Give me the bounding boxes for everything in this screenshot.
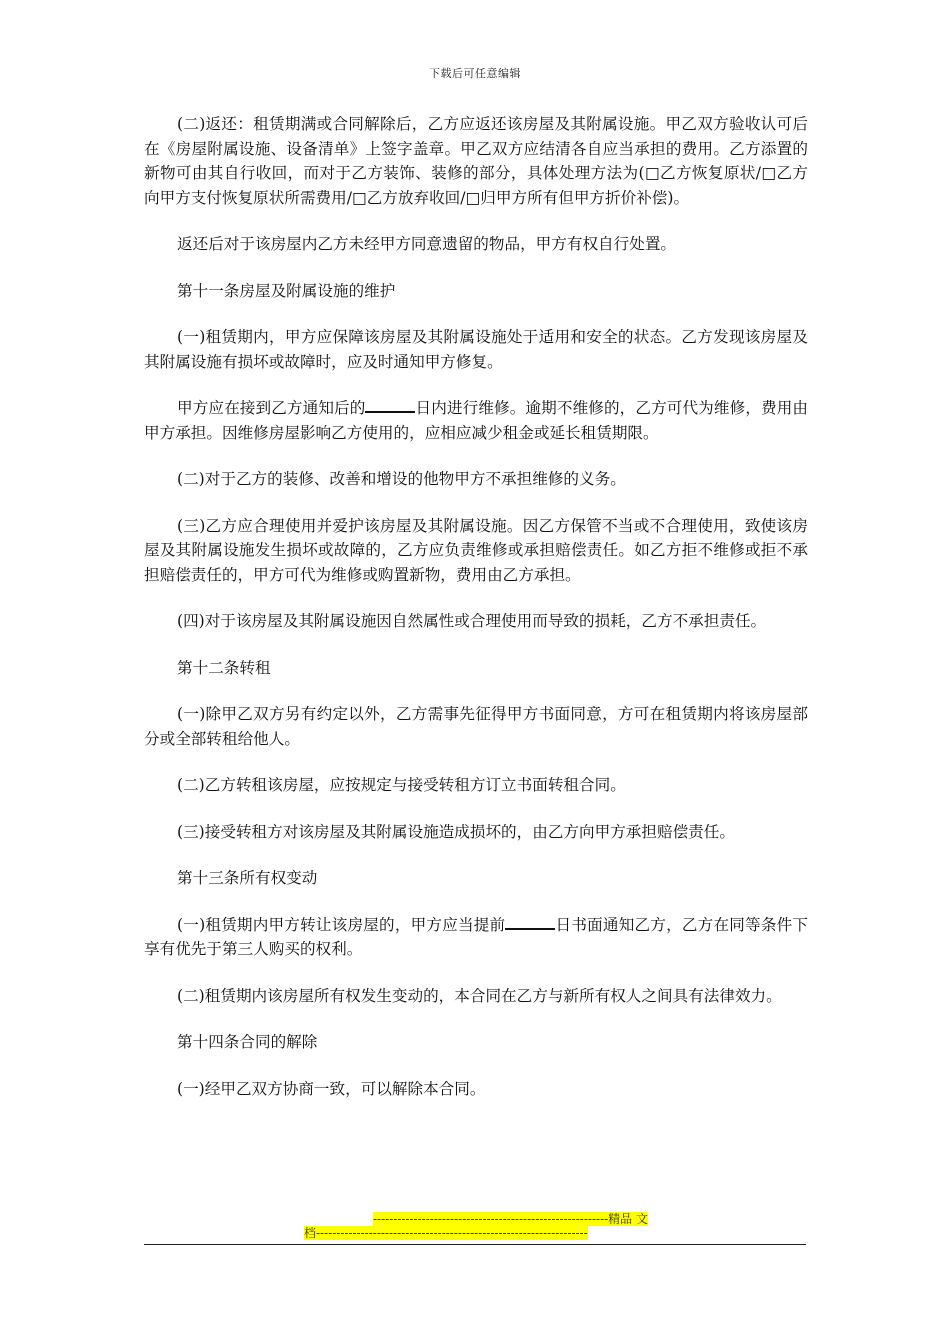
repair-deadline-text-b: 日内进行维修。逾期不维修的，乙方可代为维修，费用由甲方承担。因维修房屋影响乙方使用的，应相应减少租金或延长租赁期限。 bbox=[144, 399, 808, 442]
repair-deadline-text-a: 甲方应在接到乙方通知后的 bbox=[177, 399, 366, 417]
paragraph-return: (二)返还：租赁期满或合同解除后，乙方应返还该房屋及其附属设施。甲乙双方验收认可后在《房屋附属设施、设备清单》上签字盖章。甲乙双方应结清各自应当承担的费用。乙方添置的新物可由其自行收回，而对于乙方装饰、装修的部分，具体处理方法为(□乙方恢复原状/□乙方向甲方支付恢复原状所需费用/□乙方放弃收回/□归甲方所有但甲方折价补偿)。 bbox=[144, 115, 808, 207]
article-12-heading: 第十二条转租 bbox=[177, 658, 271, 677]
ownership-text-a: (一)租赁期内甲方转让该房屋的，甲方应当提前 bbox=[177, 915, 506, 934]
paragraph-ownership-2: (二)租赁期内该房屋所有权发生变动的，本合同在乙方与新所有权人之间具有法律效力。 bbox=[177, 986, 782, 1005]
paragraph-maintenance-1: (一)租赁期内，甲方应保障该房屋及其附属设施处于适用和安全的状态。乙方发现该房屋及其附属设施有损坏或故障时，应及时通知甲方修复。 bbox=[144, 328, 808, 371]
footer-divider bbox=[144, 1244, 806, 1245]
paragraph-leftover-items: 返还后对于该房屋内乙方未经甲方同意遗留的物品，甲方有权自行处置。 bbox=[177, 235, 677, 253]
paragraph-sublease-3: (三)接受转租方对该房屋及其附属设施造成损坏的，由乙方向甲方承担赔偿责任。 bbox=[177, 822, 735, 841]
paragraph-termination-1: (一)经甲乙双方协商一致，可以解除本合同。 bbox=[177, 1079, 486, 1098]
paragraph-ownership-notice bbox=[144, 913, 808, 962]
footer-line-1: ----------------------------------------------------------精品 文 bbox=[373, 1212, 648, 1226]
paragraph-repair-deadline bbox=[144, 396, 808, 445]
blank-notice-days bbox=[505, 914, 555, 930]
footer-line-2: 档------------------------------------------------------------------- bbox=[304, 1226, 588, 1240]
blank-repair-days bbox=[365, 397, 415, 413]
ownership-text-b: 日书面通知乙方，乙方在同等条件下享有优先于第三人购买的权利。 bbox=[144, 915, 808, 958]
paragraph-maintenance-4: (四)对于该房屋及其附属设施因自然属性或合理使用而导致的损耗，乙方不承担责任。 bbox=[177, 612, 767, 630]
document-body bbox=[144, 112, 808, 1123]
article-13-heading: 第十三条所有权变动 bbox=[177, 869, 318, 887]
paragraph-sublease-2: (二)乙方转租该房屋，应按规定与接受转租方订立书面转租合同。 bbox=[177, 776, 626, 794]
footer-watermark bbox=[304, 1212, 648, 1240]
paragraph-maintenance-2: (二)对于乙方的装修、改善和增设的他物甲方不承担维修的义务。 bbox=[177, 470, 626, 488]
paragraph-sublease-1: (一)除甲乙双方另有约定以外，乙方需事先征得甲方书面同意，方可在租赁期内将该房屋部分或全部转租给他人。 bbox=[144, 705, 808, 748]
article-11-heading: 第十一条房屋及附属设施的维护 bbox=[177, 281, 396, 300]
paragraph-maintenance-3: (三)乙方应合理使用并爱护该房屋及其附属设施。因乙方保管不当或不合理使用，致使该房屋及其附属设施发生损坏或故障的，乙方应负责维修或承担赔偿责任。如乙方拒不维修或拒不承担赔偿责任的，甲方可代为维修或购置新物，费用由乙方承担。 bbox=[144, 516, 808, 584]
header-note: 下载后可任意编辑 bbox=[429, 67, 521, 80]
article-14-heading: 第十四条合同的解除 bbox=[177, 1033, 318, 1051]
